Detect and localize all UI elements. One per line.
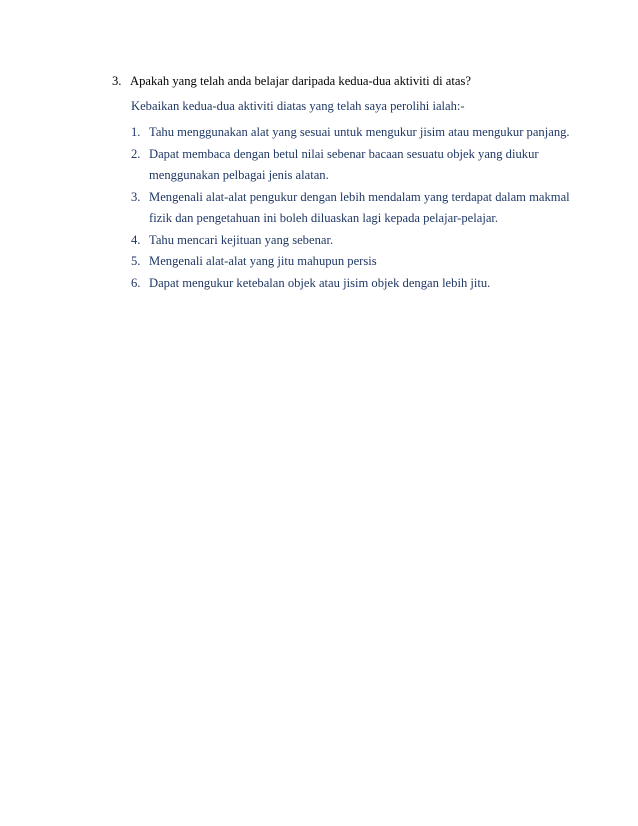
list-item-text: Dapat membaca dengan betul nilai sebenar bacaan sesuatu objek yang diukur menggunakan pelbagai jenis alatan. <box>149 146 539 182</box>
list-item <box>131 122 581 144</box>
list-item-number: 4. <box>131 232 141 247</box>
list-item <box>131 251 581 273</box>
answer-points-list <box>131 122 581 294</box>
list-item-text: Tahu menggunakan alat yang sesuai untuk mengukur jisim atau mengukur panjang. <box>149 125 570 139</box>
list-item-text: Dapat mengukur ketebalan objek atau jisim objek dengan lebih jitu. <box>149 275 491 290</box>
list-item-number: 3. <box>131 189 141 204</box>
list-item <box>131 273 581 295</box>
answer-intro: Kebaikan kedua-dua aktiviti diatas yang telah saya perolihi ialah:- <box>131 99 465 113</box>
question-number: 3. <box>112 74 122 88</box>
list-item-number: 5. <box>131 254 141 268</box>
list-item <box>131 230 581 252</box>
question-text: Apakah yang telah anda belajar daripada kedua-dua aktiviti di atas? <box>130 74 471 88</box>
question-3 <box>112 73 572 89</box>
answer-block <box>131 98 581 294</box>
list-item-number: 6. <box>131 275 141 290</box>
list-item <box>131 144 581 187</box>
list-item-text: Mengenali alat-alat yang jitu mahupun persis <box>149 254 377 268</box>
list-item-number: 1. <box>131 125 141 139</box>
list-item-text: Tahu mencari kejituan yang sebenar. <box>149 232 334 247</box>
list-item-text: Mengenali alat-alat pengukur dengan lebih mendalam yang terdapat dalam makmal fizik dan pengetahuan ini boleh diluaskan lagi kepada pelajar-pelajar. <box>149 189 570 225</box>
list-item-number: 2. <box>131 146 141 161</box>
list-item <box>131 187 581 230</box>
